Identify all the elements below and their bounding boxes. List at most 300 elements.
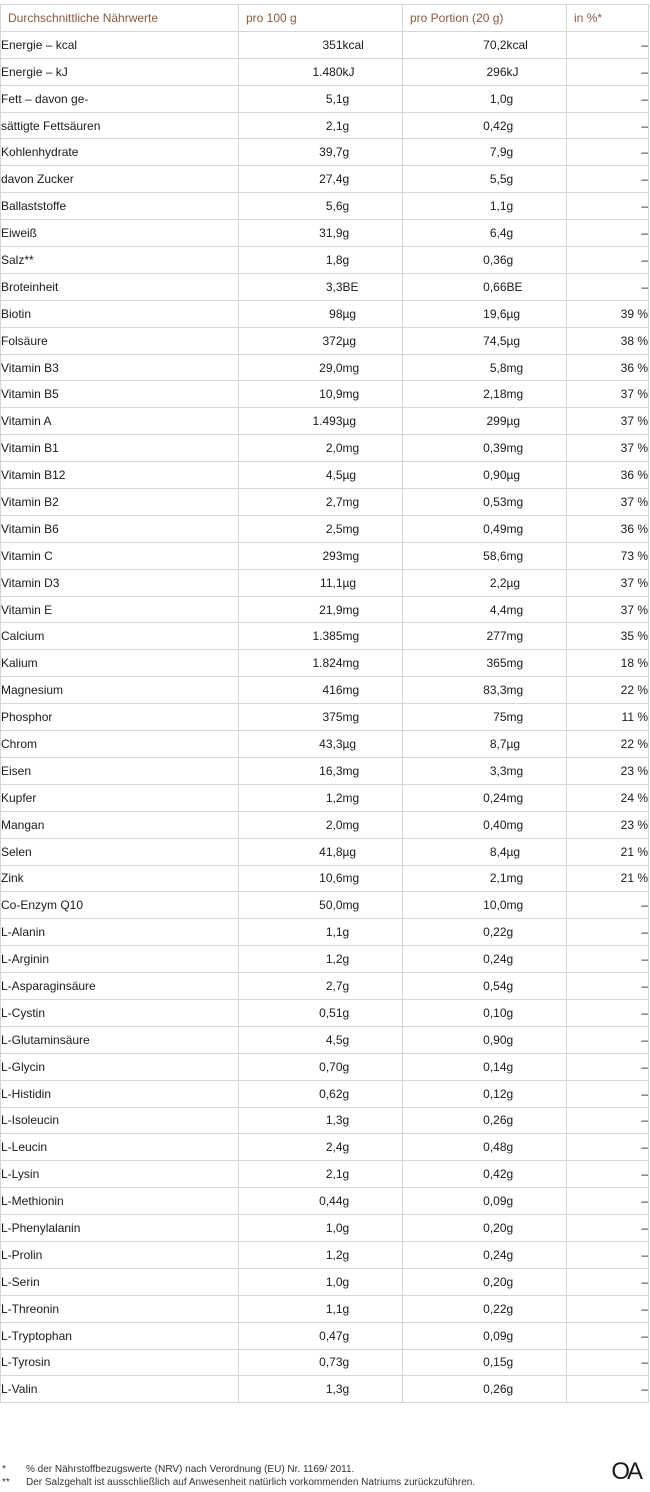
percent-nrv: 11 %	[567, 704, 649, 731]
percent-nrv: –	[567, 1161, 649, 1188]
row-name: Kalium	[1, 650, 239, 677]
row-name: L-Glycin	[1, 1053, 239, 1080]
row-name: davon Zucker	[1, 166, 239, 193]
unit-per-portion: g	[507, 1241, 567, 1268]
unit-per-portion: µg	[507, 300, 567, 327]
unit-per-portion: g	[507, 999, 567, 1026]
table-row	[1, 569, 649, 596]
row-name: Phosphor	[1, 704, 239, 731]
unit-per-portion: g	[507, 1188, 567, 1215]
row-name: Co-Enzym Q10	[1, 892, 239, 919]
value-per-portion: 365	[403, 650, 507, 677]
table-row	[1, 1080, 649, 1107]
value-per-100g: 2,4	[239, 1134, 343, 1161]
value-per-portion: 0,12	[403, 1080, 507, 1107]
row-name: Ballaststoffe	[1, 193, 239, 220]
table-row	[1, 247, 649, 274]
value-per-portion: 0,22	[403, 1295, 507, 1322]
value-per-100g: 1,3	[239, 1107, 343, 1134]
value-per-portion: 74,5	[403, 327, 507, 354]
percent-nrv: –	[567, 85, 649, 112]
value-per-portion: 299	[403, 408, 507, 435]
unit-per-100g: g	[343, 973, 403, 1000]
value-per-100g: 1,0	[239, 1268, 343, 1295]
row-name: L-Tryptophan	[1, 1322, 239, 1349]
percent-nrv: –	[567, 220, 649, 247]
unit-per-portion: g	[507, 973, 567, 1000]
unit-per-portion: mg	[507, 354, 567, 381]
table-row	[1, 220, 649, 247]
value-per-portion: 0,26	[403, 1376, 507, 1403]
footnotes	[0, 1463, 475, 1489]
value-per-100g: 4,5	[239, 1026, 343, 1053]
unit-per-100g: g	[343, 1268, 403, 1295]
unit-per-100g: g	[343, 946, 403, 973]
table-row	[1, 973, 649, 1000]
row-name: L-Valin	[1, 1376, 239, 1403]
table-header-row	[1, 5, 649, 32]
percent-nrv: 36 %	[567, 354, 649, 381]
table-row	[1, 1026, 649, 1053]
value-per-100g: 1,2	[239, 784, 343, 811]
value-per-100g: 2,5	[239, 515, 343, 542]
value-per-portion: 277	[403, 623, 507, 650]
percent-nrv: –	[567, 1107, 649, 1134]
table-row	[1, 623, 649, 650]
unit-per-portion: g	[507, 1322, 567, 1349]
nutrition-table	[0, 4, 649, 1403]
percent-nrv: –	[567, 31, 649, 58]
unit-per-portion: BE	[507, 273, 567, 300]
unit-per-portion: g	[507, 166, 567, 193]
percent-nrv: 36 %	[567, 515, 649, 542]
unit-per-portion: mg	[507, 489, 567, 516]
header-name: Durchschnittliche Nährwerte	[1, 5, 239, 32]
unit-per-100g: µg	[343, 300, 403, 327]
value-per-portion: 0,15	[403, 1349, 507, 1376]
value-per-100g: 10,6	[239, 865, 343, 892]
row-name: Broteinheit	[1, 273, 239, 300]
percent-nrv: 23 %	[567, 757, 649, 784]
row-name: Vitamin B3	[1, 354, 239, 381]
value-per-portion: 0,49	[403, 515, 507, 542]
unit-per-portion: g	[507, 220, 567, 247]
row-name: L-Asparaginsäure	[1, 973, 239, 1000]
header-per-portion: pro Portion (20 g)	[403, 5, 567, 32]
unit-per-portion: µg	[507, 408, 567, 435]
unit-per-100g: g	[343, 1188, 403, 1215]
row-name: Vitamin B1	[1, 435, 239, 462]
row-name: L-Alanin	[1, 919, 239, 946]
value-per-portion: 8,7	[403, 731, 507, 758]
unit-per-100g: µg	[343, 462, 403, 489]
unit-per-portion: mg	[507, 542, 567, 569]
row-name: Vitamin C	[1, 542, 239, 569]
row-name: L-Glutaminsäure	[1, 1026, 239, 1053]
unit-per-portion: kJ	[507, 58, 567, 85]
table-row	[1, 273, 649, 300]
unit-per-portion: g	[507, 193, 567, 220]
unit-per-100g: g	[343, 193, 403, 220]
row-name: L-Arginin	[1, 946, 239, 973]
value-per-100g: 2,1	[239, 1161, 343, 1188]
value-per-portion: 0,90	[403, 1026, 507, 1053]
value-per-portion: 0,09	[403, 1188, 507, 1215]
value-per-portion: 0,53	[403, 489, 507, 516]
unit-per-portion: g	[507, 112, 567, 139]
value-per-portion: 0,36	[403, 247, 507, 274]
unit-per-portion: g	[507, 1161, 567, 1188]
value-per-100g: 1.824	[239, 650, 343, 677]
row-name: L-Phenylalanin	[1, 1215, 239, 1242]
percent-nrv: 36 %	[567, 462, 649, 489]
value-per-100g: 29,0	[239, 354, 343, 381]
row-name: Vitamin B6	[1, 515, 239, 542]
row-name: Selen	[1, 838, 239, 865]
percent-nrv: 37 %	[567, 381, 649, 408]
table-row	[1, 300, 649, 327]
row-name: Vitamin A	[1, 408, 239, 435]
value-per-portion: 0,26	[403, 1107, 507, 1134]
unit-per-100g: g	[343, 1107, 403, 1134]
percent-nrv: 37 %	[567, 569, 649, 596]
value-per-portion: 0,20	[403, 1215, 507, 1242]
unit-per-100g: mg	[343, 596, 403, 623]
percent-nrv: 21 %	[567, 865, 649, 892]
unit-per-100g: BE	[343, 273, 403, 300]
percent-nrv: –	[567, 166, 649, 193]
unit-per-portion: µg	[507, 731, 567, 758]
unit-per-100g: g	[343, 1322, 403, 1349]
unit-per-100g: g	[343, 166, 403, 193]
table-row	[1, 542, 649, 569]
unit-per-portion: mg	[507, 381, 567, 408]
value-per-portion: 2,18	[403, 381, 507, 408]
value-per-100g: 39,7	[239, 139, 343, 166]
footnote-text: Der Salzgehalt ist ausschließlich auf Anwesenheit natürlich vorkommenden Natriums zurückzuführen.	[26, 1477, 476, 1488]
row-name: Kohlenhydrate	[1, 139, 239, 166]
table-row	[1, 1215, 649, 1242]
unit-per-portion: g	[507, 1080, 567, 1107]
table-row	[1, 892, 649, 919]
unit-per-portion: g	[507, 1053, 567, 1080]
value-per-portion: 1,0	[403, 85, 507, 112]
brand-logo: OA	[611, 1458, 640, 1485]
value-per-100g: 1,8	[239, 247, 343, 274]
row-name: Vitamin D3	[1, 569, 239, 596]
value-per-portion: 5,5	[403, 166, 507, 193]
row-name: L-Isoleucin	[1, 1107, 239, 1134]
table-row	[1, 1188, 649, 1215]
percent-nrv: –	[567, 247, 649, 274]
unit-per-100g: mg	[343, 677, 403, 704]
table-body	[1, 31, 649, 1402]
value-per-portion: 0,42	[403, 1161, 507, 1188]
table-row	[1, 1134, 649, 1161]
percent-nrv: –	[567, 1376, 649, 1403]
unit-per-100g: mg	[343, 354, 403, 381]
percent-nrv: –	[567, 193, 649, 220]
value-per-portion: 5,8	[403, 354, 507, 381]
table-row	[1, 865, 649, 892]
value-per-100g: 1,1	[239, 1295, 343, 1322]
row-name: Vitamin B2	[1, 489, 239, 516]
value-per-portion: 0,40	[403, 811, 507, 838]
row-name: L-Methionin	[1, 1188, 239, 1215]
unit-per-portion: g	[507, 1349, 567, 1376]
value-per-portion: 1,1	[403, 193, 507, 220]
value-per-100g: 10,9	[239, 381, 343, 408]
table-row	[1, 381, 649, 408]
unit-per-100g: mg	[343, 435, 403, 462]
percent-nrv: –	[567, 1026, 649, 1053]
value-per-portion: 3,3	[403, 757, 507, 784]
value-per-100g: 2,7	[239, 973, 343, 1000]
table-row	[1, 166, 649, 193]
unit-per-portion: kcal	[507, 31, 567, 58]
percent-nrv: 22 %	[567, 677, 649, 704]
table-row	[1, 1295, 649, 1322]
footnote-mark: *	[2, 1464, 6, 1475]
percent-nrv: –	[567, 1080, 649, 1107]
table-row	[1, 85, 649, 112]
table-row	[1, 515, 649, 542]
unit-per-portion: µg	[507, 327, 567, 354]
unit-per-portion: mg	[507, 623, 567, 650]
footnote-text: % der Nährstoffbezugswerte (NRV) nach Verordnung (EU) Nr. 1169/ 2011.	[26, 1464, 355, 1475]
value-per-100g: 0,47	[239, 1322, 343, 1349]
table-row	[1, 677, 649, 704]
value-per-portion: 0,24	[403, 784, 507, 811]
value-per-100g: 2,0	[239, 811, 343, 838]
unit-per-100g: g	[343, 220, 403, 247]
unit-per-100g: µg	[343, 408, 403, 435]
unit-per-portion: mg	[507, 784, 567, 811]
percent-nrv: 35 %	[567, 623, 649, 650]
unit-per-100g: mg	[343, 811, 403, 838]
unit-per-100g: mg	[343, 704, 403, 731]
value-per-100g: 5,6	[239, 193, 343, 220]
value-per-portion: 0,20	[403, 1268, 507, 1295]
value-per-100g: 0,51	[239, 999, 343, 1026]
table-row	[1, 919, 649, 946]
percent-nrv: –	[567, 892, 649, 919]
row-name: Vitamin E	[1, 596, 239, 623]
row-name: Mangan	[1, 811, 239, 838]
unit-per-portion: g	[507, 1215, 567, 1242]
row-name: Fett – davon ge-	[1, 85, 239, 112]
table-row	[1, 1268, 649, 1295]
value-per-portion: 7,9	[403, 139, 507, 166]
unit-per-portion: mg	[507, 596, 567, 623]
unit-per-portion: µg	[507, 569, 567, 596]
footnote-mark: **	[2, 1477, 10, 1488]
unit-per-100g: mg	[343, 784, 403, 811]
percent-nrv: –	[567, 139, 649, 166]
percent-nrv: –	[567, 1188, 649, 1215]
value-per-portion: 0,48	[403, 1134, 507, 1161]
value-per-100g: 293	[239, 542, 343, 569]
value-per-100g: 0,44	[239, 1188, 343, 1215]
value-per-portion: 0,90	[403, 462, 507, 489]
percent-nrv: –	[567, 1295, 649, 1322]
value-per-100g: 351	[239, 31, 343, 58]
unit-per-100g: mg	[343, 623, 403, 650]
table-row	[1, 1107, 649, 1134]
unit-per-100g: mg	[343, 381, 403, 408]
percent-nrv: 24 %	[567, 784, 649, 811]
unit-per-100g: g	[343, 112, 403, 139]
percent-nrv: –	[567, 112, 649, 139]
value-per-portion: 8,4	[403, 838, 507, 865]
unit-per-100g: g	[343, 1080, 403, 1107]
unit-per-100g: g	[343, 1134, 403, 1161]
footnote	[0, 1463, 475, 1476]
unit-per-portion: mg	[507, 677, 567, 704]
unit-per-portion: g	[507, 946, 567, 973]
percent-nrv: –	[567, 58, 649, 85]
unit-per-100g: µg	[343, 838, 403, 865]
value-per-portion: 83,3	[403, 677, 507, 704]
table-row	[1, 1053, 649, 1080]
value-per-portion: 4,4	[403, 596, 507, 623]
percent-nrv: –	[567, 1215, 649, 1242]
unit-per-100g: mg	[343, 757, 403, 784]
value-per-portion: 0,42	[403, 112, 507, 139]
table-row	[1, 139, 649, 166]
row-name: Vitamin B12	[1, 462, 239, 489]
percent-nrv: –	[567, 1053, 649, 1080]
value-per-100g: 1.385	[239, 623, 343, 650]
table-row	[1, 650, 649, 677]
percent-nrv: –	[567, 1241, 649, 1268]
table-row	[1, 757, 649, 784]
value-per-100g: 2,0	[239, 435, 343, 462]
unit-per-portion: g	[507, 1268, 567, 1295]
unit-per-portion: g	[507, 1295, 567, 1322]
unit-per-100g: g	[343, 1161, 403, 1188]
unit-per-100g: mg	[343, 865, 403, 892]
value-per-100g: 50,0	[239, 892, 343, 919]
unit-per-100g: kcal	[343, 31, 403, 58]
value-per-100g: 1,2	[239, 1241, 343, 1268]
value-per-portion: 0,22	[403, 919, 507, 946]
percent-nrv: –	[567, 1322, 649, 1349]
row-name: Biotin	[1, 300, 239, 327]
table-row	[1, 354, 649, 381]
unit-per-100g: µg	[343, 327, 403, 354]
value-per-100g: 4,5	[239, 462, 343, 489]
unit-per-portion: g	[507, 1134, 567, 1161]
unit-per-portion: g	[507, 1107, 567, 1134]
value-per-100g: 0,70	[239, 1053, 343, 1080]
unit-per-100g: g	[343, 1215, 403, 1242]
table-row	[1, 112, 649, 139]
unit-per-portion: mg	[507, 892, 567, 919]
row-name: L-Prolin	[1, 1241, 239, 1268]
table-row	[1, 462, 649, 489]
unit-per-100g: g	[343, 1241, 403, 1268]
table-row	[1, 1376, 649, 1403]
percent-nrv: 37 %	[567, 489, 649, 516]
row-name: Zink	[1, 865, 239, 892]
table-row	[1, 596, 649, 623]
unit-per-100g: g	[343, 1295, 403, 1322]
row-name: Folsäure	[1, 327, 239, 354]
value-per-100g: 27,4	[239, 166, 343, 193]
percent-nrv: –	[567, 999, 649, 1026]
percent-nrv: –	[567, 1268, 649, 1295]
table-row	[1, 1349, 649, 1376]
table-row	[1, 193, 649, 220]
table-row	[1, 58, 649, 85]
table-row	[1, 731, 649, 758]
unit-per-portion: mg	[507, 704, 567, 731]
percent-nrv: –	[567, 1134, 649, 1161]
percent-nrv: –	[567, 273, 649, 300]
value-per-100g: 21,9	[239, 596, 343, 623]
unit-per-100g: g	[343, 999, 403, 1026]
value-per-100g: 1,3	[239, 1376, 343, 1403]
unit-per-portion: g	[507, 139, 567, 166]
value-per-100g: 2,7	[239, 489, 343, 516]
unit-per-portion: mg	[507, 515, 567, 542]
row-name: Vitamin B5	[1, 381, 239, 408]
unit-per-100g: g	[343, 919, 403, 946]
unit-per-100g: g	[343, 1376, 403, 1403]
percent-nrv: 18 %	[567, 650, 649, 677]
table-row	[1, 31, 649, 58]
row-name: L-Tyrosin	[1, 1349, 239, 1376]
table-row	[1, 838, 649, 865]
unit-per-portion: mg	[507, 865, 567, 892]
table-row	[1, 999, 649, 1026]
row-name: Energie – kJ	[1, 58, 239, 85]
value-per-portion: 0,14	[403, 1053, 507, 1080]
unit-per-100g: mg	[343, 650, 403, 677]
value-per-100g: 3,3	[239, 273, 343, 300]
value-per-100g: 1.480	[239, 58, 343, 85]
row-name: L-Leucin	[1, 1134, 239, 1161]
percent-nrv: –	[567, 1349, 649, 1376]
unit-per-100g: µg	[343, 569, 403, 596]
value-per-100g: 1.493	[239, 408, 343, 435]
unit-per-portion: g	[507, 85, 567, 112]
percent-nrv: 39 %	[567, 300, 649, 327]
unit-per-portion: mg	[507, 757, 567, 784]
value-per-100g: 11,1	[239, 569, 343, 596]
table-row	[1, 704, 649, 731]
value-per-portion: 6,4	[403, 220, 507, 247]
value-per-100g: 41,8	[239, 838, 343, 865]
header-percent: in %*	[567, 5, 649, 32]
unit-per-100g: g	[343, 1349, 403, 1376]
table-row	[1, 946, 649, 973]
row-name: L-Histidin	[1, 1080, 239, 1107]
value-per-100g: 1,0	[239, 1215, 343, 1242]
unit-per-portion: g	[507, 1026, 567, 1053]
value-per-portion: 75	[403, 704, 507, 731]
percent-nrv: –	[567, 973, 649, 1000]
value-per-100g: 43,3	[239, 731, 343, 758]
unit-per-portion: g	[507, 919, 567, 946]
value-per-portion: 0,09	[403, 1322, 507, 1349]
value-per-portion: 70,2	[403, 31, 507, 58]
value-per-portion: 2,2	[403, 569, 507, 596]
unit-per-100g: mg	[343, 489, 403, 516]
value-per-100g: 372	[239, 327, 343, 354]
percent-nrv: 38 %	[567, 327, 649, 354]
